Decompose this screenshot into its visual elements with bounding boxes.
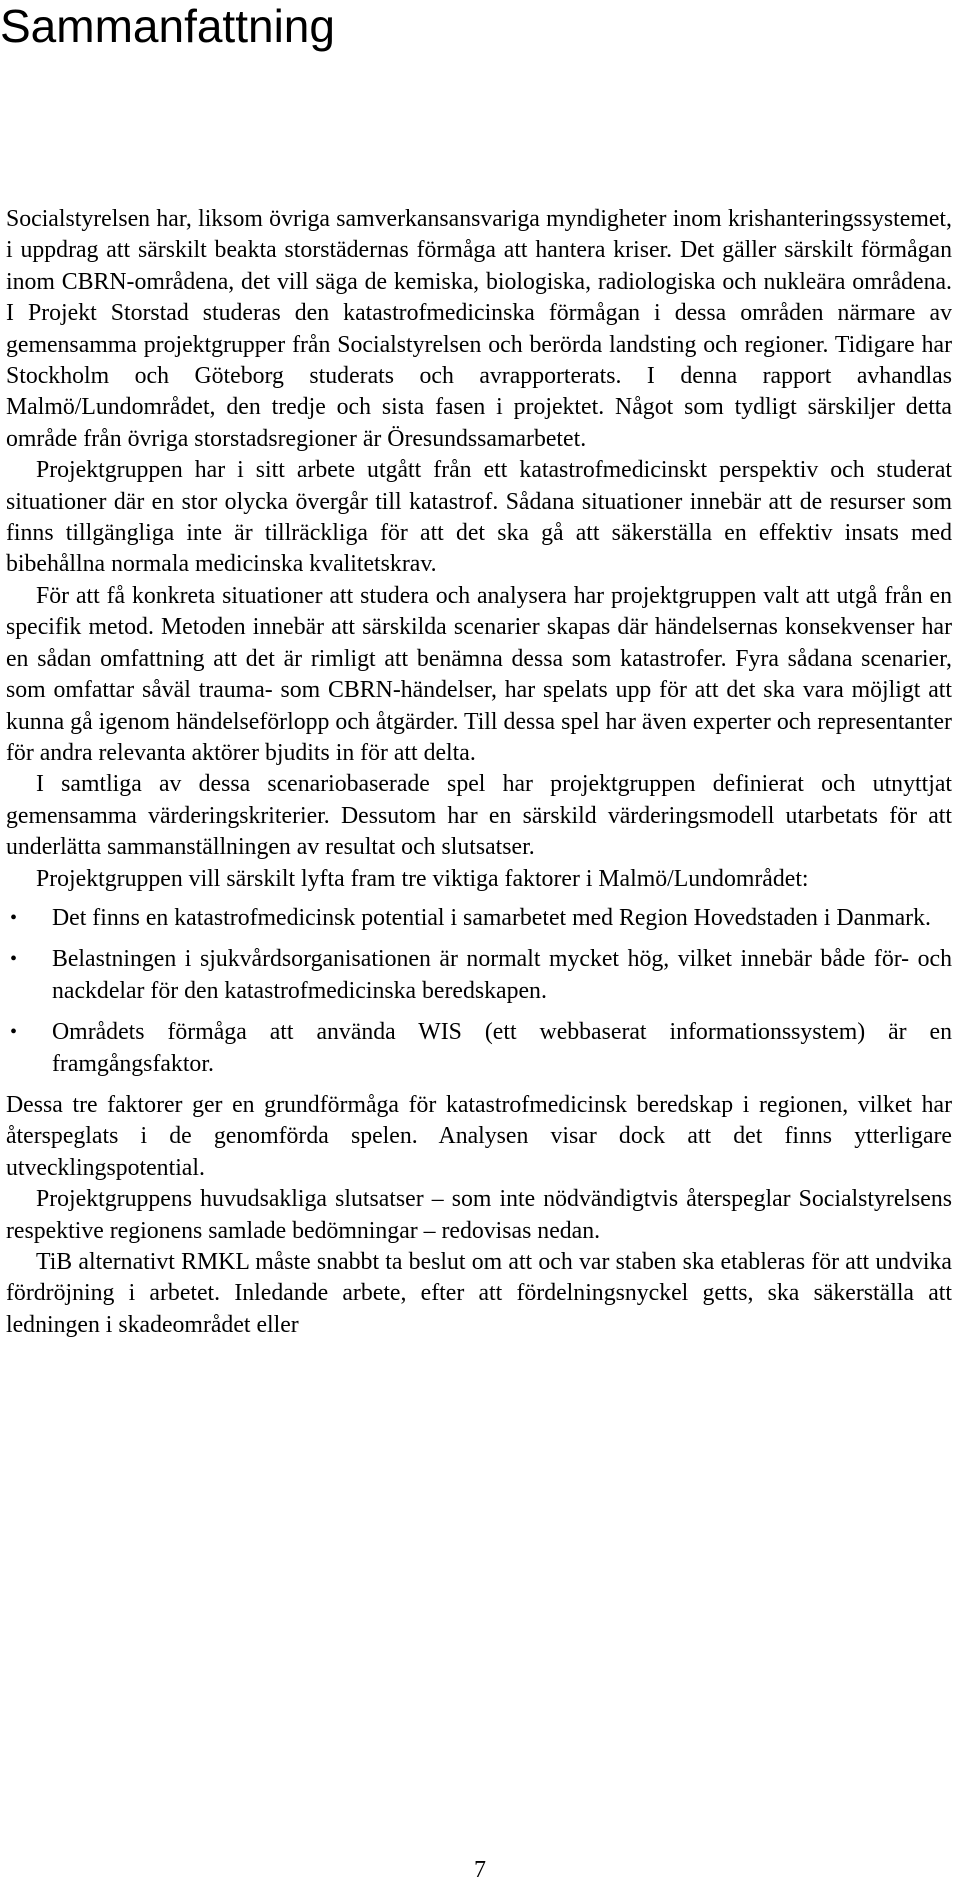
paragraph: Projektgruppen vill särskilt lyfta fram tre viktiga faktorer i Malmö/Lundområdet: bbox=[36, 865, 809, 892]
page-number: 7 bbox=[474, 1857, 486, 1883]
paragraph: Socialstyrelsen har, liksom övriga samverkansansvariga myndigheter inom krishanteringssystemet, i uppdrag att särskilt beakta storstädernas förmåga att hantera kriser. Det gäller särskilt förmågan inom CBRN-områdena, det vill säga de kemiska, biologiska, radiologiska och nukleära områdena. I Projekt Storstad studeras den katastrofmedicinska förmågan i dessa områden närmare av gemensamma projektgrupper från Socialstyrelsen och berörda landsting och regioner. Tidigare har Stockholm och Göteborg studerats och avrapporterats. I denna rapport avhandlas Malmö/Lundområdet, den tredje och sista fasen i projektet. Något som tydligt särskiljer detta område från övriga storstadsregioner är Öresundssamarbetet. bbox=[6, 206, 952, 452]
list-item bbox=[6, 944, 952, 1007]
list-item bbox=[6, 1017, 952, 1080]
paragraph: TiB alternativt RMKL måste snabbt ta beslut om att och var staben ska etableras för att undvika fördröjning i arbetet. Inledande arbete, efter att fördelningsnyckel getts, ska säkerställa att ledningen i skadeområdet eller bbox=[6, 1249, 952, 1338]
bullet-list bbox=[6, 903, 952, 1080]
paragraph: Projektgruppens huvudsakliga slutsatser – som inte nödvändigtvis återspeglar Socialstyrelsens respektive regionens samlade bedömningar – redovisas nedan. bbox=[6, 1186, 952, 1244]
bullet-icon: • bbox=[10, 1021, 18, 1044]
list-item bbox=[6, 903, 952, 934]
bullet-icon: • bbox=[10, 948, 18, 971]
paragraph: I samtliga av dessa scenariobaserade spel har projektgruppen definierat och utnyttjat gemensamma värderingskriterier. Dessutom har en särskild värderingsmodell utarbetats för att underlätta sammanställningen av resultat och slutsatser. bbox=[6, 771, 952, 861]
body-text bbox=[6, 204, 952, 1341]
bullet-icon: • bbox=[10, 906, 18, 929]
page-title: Sammanfattning bbox=[0, 0, 335, 52]
paragraph: Projektgruppen har i sitt arbete utgått från ett katastrofmedicinskt perspektiv och studerat situationer där en stor olycka övergår till katastrof. Sådana situationer innebär att de resurser som finns tillgängliga inte är tillräckliga för att det ska gå att säkerställa en effektiv insats med bibehållna normala medicinska kvalitetskrav. bbox=[6, 457, 952, 578]
list-item-text: Belastningen i sjukvårdsorganisationen är normalt mycket hög, vilket innebär både för- och nackdelar för den katastrofmedicinska beredskapen. bbox=[52, 946, 952, 1004]
paragraph: Dessa tre faktorer ger en grundförmåga för katastrofmedicinsk beredskap i regionen, vilket har återspeglats i de genomförda spelen. Analysen visar dock att det finns ytterligare utvecklingspotential. bbox=[6, 1091, 952, 1181]
list-item-text: Det finns en katastrofmedicinsk potential i samarbetet med Region Hovedstaden i Danmark. bbox=[52, 904, 931, 931]
list-item-text: Områdets förmåga att använda WIS (ett webbaserat informationssystem) är en framgångsfaktor. bbox=[52, 1019, 952, 1077]
paragraph: För att få konkreta situationer att studera och analysera har projektgruppen valt att utgå från en specifik metod. Metoden innebär att särskilda scenarier skapas där händelsernas konsekvenser har en sådan omfattning att det är rimligt att benämna dessa som katastrofer. Fyra sådana scenarier, som omfattar såväl trauma- som CBRN-händelser, har spelats upp för att det ska vara möjligt att kunna gå igenom händelseförlopp och åtgärder. Till dessa spel har även experter och representanter för andra relevanta aktörer bjudits in för att delta. bbox=[6, 582, 952, 766]
